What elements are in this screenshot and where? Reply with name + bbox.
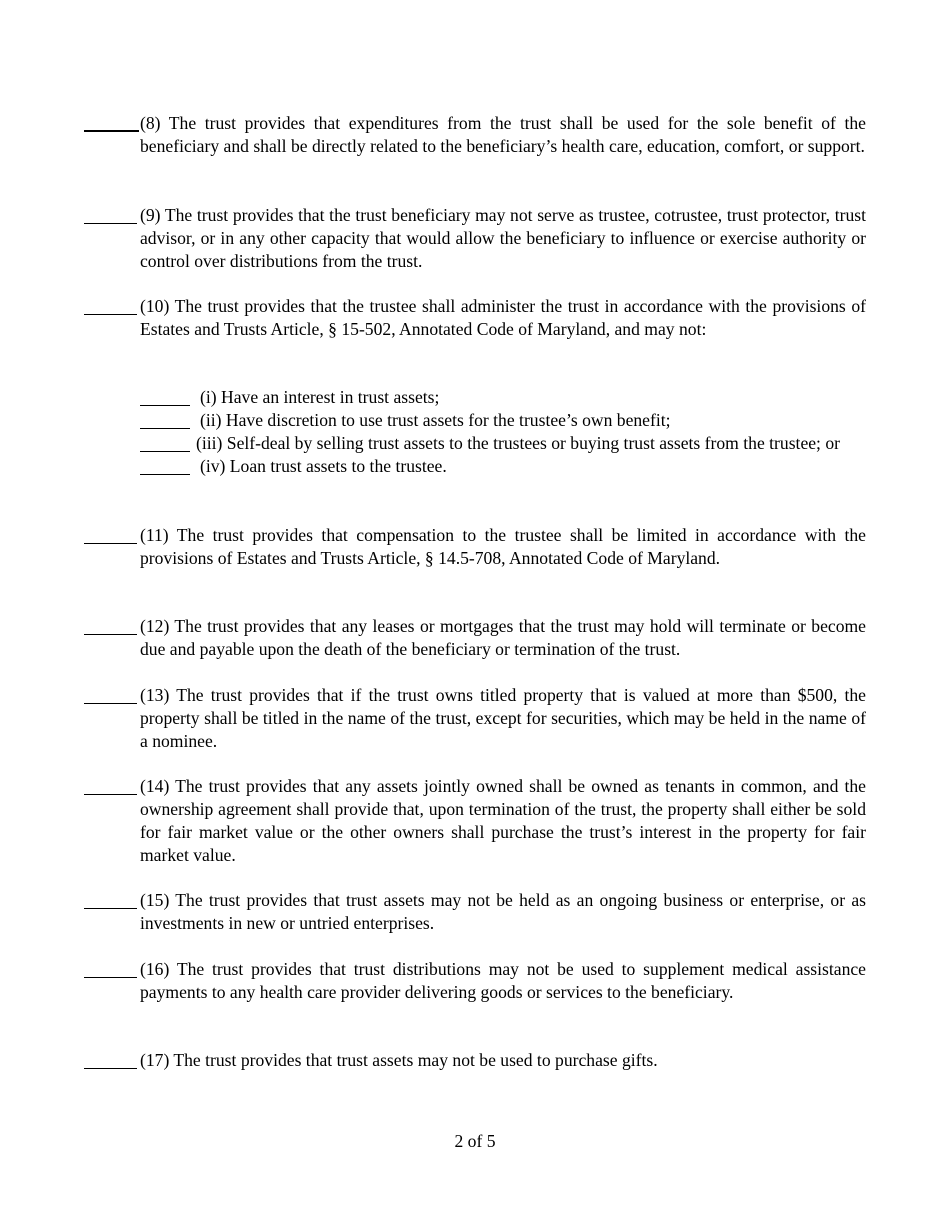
subitem-iii bbox=[140, 432, 866, 455]
checkbox-blank-line[interactable] bbox=[140, 428, 190, 429]
item-text: (12) The trust provides that any leases or mortgages that the trust may hold will terminate or become due and payable upon the death of the beneficiary or termination of the trust. bbox=[140, 616, 866, 659]
item-12 bbox=[84, 615, 866, 661]
item-text: (9) The trust provides that the trust beneficiary may not serve as trustee, cotrustee, trust protector, trust advisor, or in any other capacity that would allow the beneficiary to influence or exercise authority or control over distributions from the trust. bbox=[140, 205, 866, 271]
item-13 bbox=[84, 684, 866, 753]
checkbox-blank-line[interactable] bbox=[84, 130, 139, 132]
item-text: (11) The trust provides that compensation to the trustee shall be limited in accordance with the provisions of Estates and Trusts Article, § 14.5-708, Annotated Code of Maryland. bbox=[140, 525, 866, 568]
checkbox-blank-line[interactable] bbox=[84, 634, 137, 635]
item-text: (8) The trust provides that expenditures from the trust shall be used for the sole benefit of the beneficiary and shall be directly related to the beneficiary’s health care, education, comfort, or support. bbox=[140, 113, 866, 156]
subitem-text: (iv) Loan trust assets to the trustee. bbox=[200, 456, 447, 476]
item-text: (17) The trust provides that trust assets may not be used to purchase gifts. bbox=[140, 1050, 658, 1070]
checkbox-blank-line[interactable] bbox=[84, 908, 137, 909]
checkbox-blank-line[interactable] bbox=[84, 1068, 137, 1069]
checkbox-blank-line[interactable] bbox=[84, 703, 137, 704]
subitem-iv bbox=[140, 455, 866, 478]
subitem-i bbox=[140, 386, 866, 409]
subitem-text: (iii) Self-deal by selling trust assets to the trustees or buying trust assets from the trustee; or bbox=[196, 433, 841, 453]
item-16 bbox=[84, 958, 866, 1004]
subitem-text: (i) Have an interest in trust assets; bbox=[200, 387, 440, 407]
checkbox-blank-line[interactable] bbox=[140, 405, 190, 406]
item-11 bbox=[84, 524, 866, 570]
checkbox-blank-line[interactable] bbox=[140, 474, 190, 475]
item-14 bbox=[84, 775, 866, 867]
item-10 bbox=[84, 295, 866, 341]
checkbox-blank-line[interactable] bbox=[84, 314, 137, 315]
checkbox-blank-line[interactable] bbox=[84, 794, 137, 795]
item-text: (10) The trust provides that the trustee shall administer the trust in accordance with the provisions of Estates and Trusts Article, § 15-502, Annotated Code of Maryland, and may not: bbox=[140, 296, 866, 339]
item-8 bbox=[84, 112, 866, 158]
checkbox-blank-line[interactable] bbox=[84, 543, 137, 544]
checkbox-blank-line[interactable] bbox=[140, 451, 190, 452]
subitem-list bbox=[140, 386, 866, 478]
subitem-text: (ii) Have discretion to use trust assets for the trustee’s own benefit; bbox=[200, 410, 671, 430]
item-text: (15) The trust provides that trust assets may not be held as an ongoing business or enterprise, or as investments in new or untried enterprises. bbox=[140, 890, 866, 933]
item-text: (14) The trust provides that any assets jointly owned shall be owned as tenants in common, and the ownership agreement shall provide that, upon termination of the trust, the property shall either be sold for fair market value or the other owners shall purchase the trust’s interest in the property for fair market value. bbox=[140, 776, 866, 865]
page-number: 2 of 5 bbox=[454, 1131, 496, 1151]
item-17 bbox=[84, 1049, 866, 1072]
subitem-ii bbox=[140, 409, 866, 432]
checkbox-blank-line[interactable] bbox=[84, 977, 137, 978]
checkbox-blank-line[interactable] bbox=[84, 223, 137, 224]
item-15 bbox=[84, 889, 866, 935]
item-text: (13) The trust provides that if the trust owns titled property that is valued at more than $500, the property shall be titled in the name of the trust, except for securities, which may be held in the name of a nominee. bbox=[140, 685, 866, 751]
item-text: (16) The trust provides that trust distributions may not be used to supplement medical assistance payments to any health care provider delivering goods or services to the beneficiary. bbox=[140, 959, 866, 1002]
item-9 bbox=[84, 204, 866, 273]
